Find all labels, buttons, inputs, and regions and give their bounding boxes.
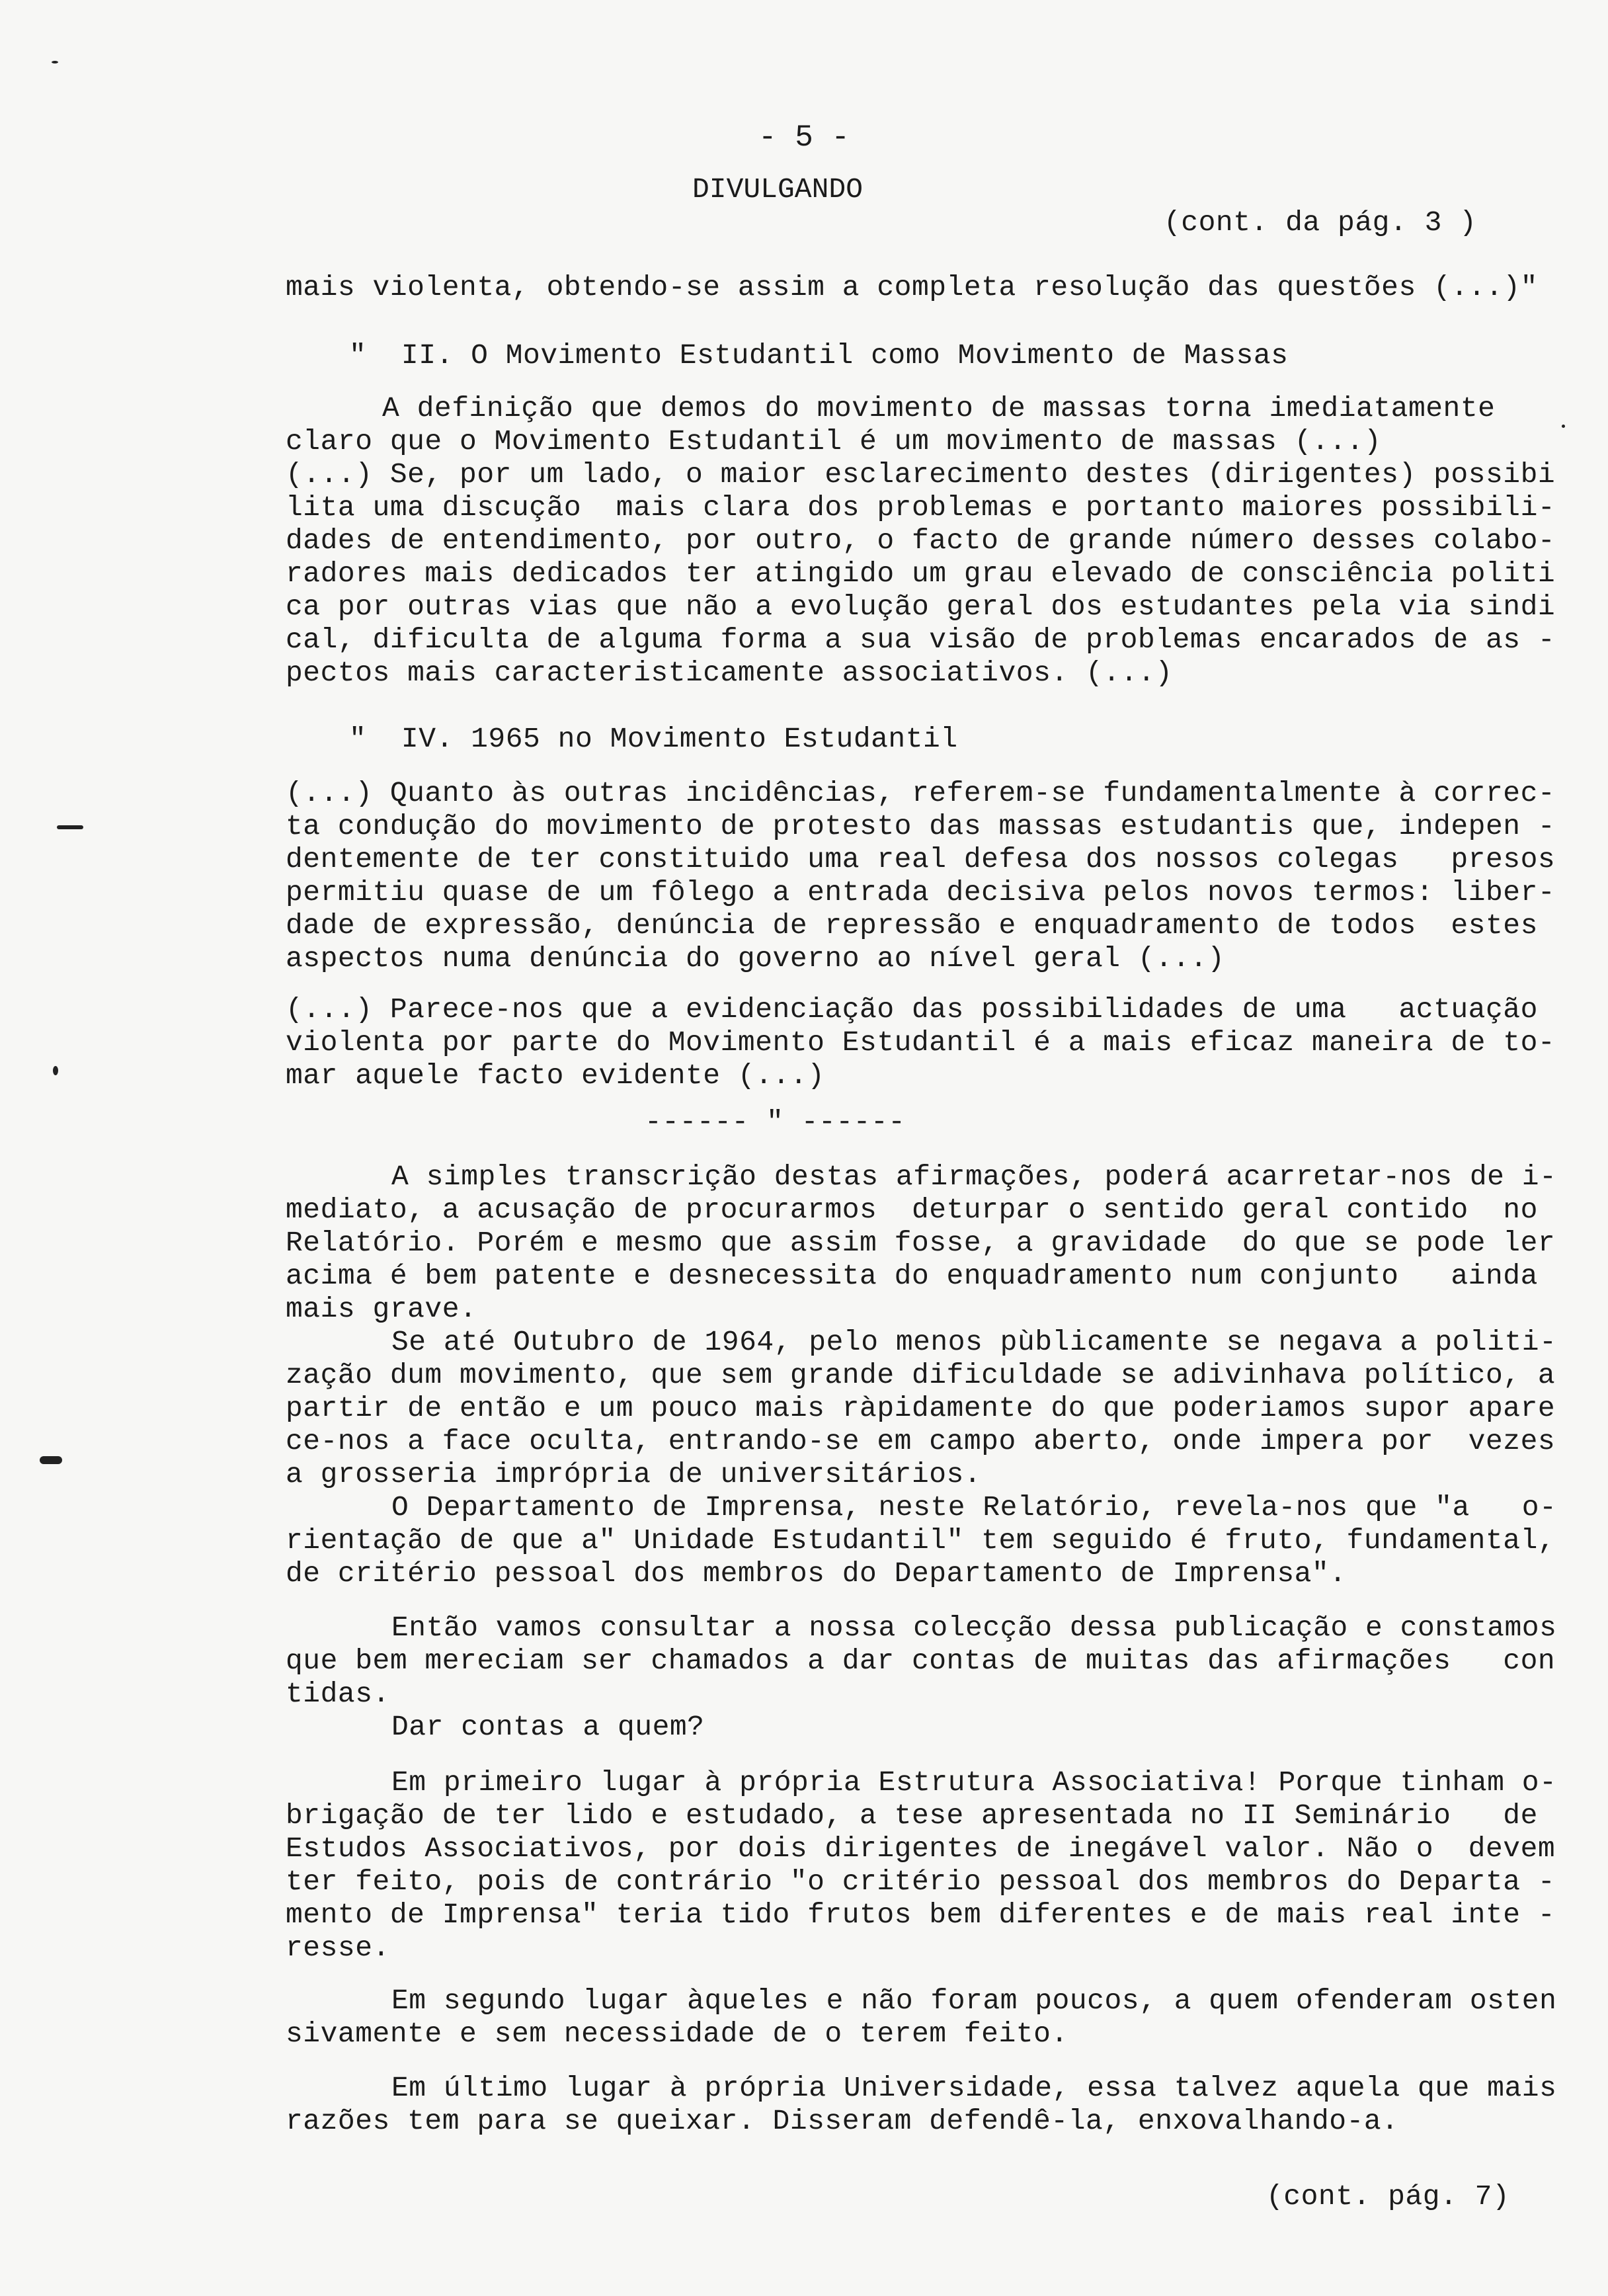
section-heading: " IV. 1965 no Movimento Estudantil [349, 723, 958, 755]
text-line: rientação de que a" Unidade Estudantil" tem seguido é fruto, fundamental, [286, 1524, 1556, 1557]
scan-speck [57, 825, 83, 829]
text-line: razões tem para se queixar. Disseram defendê-la, enxovalhando-a. [286, 2105, 1399, 2137]
section-title: DIVULGANDO [692, 173, 864, 206]
text-line: mento de Imprensa" teria tido frutos bem diferentes e de mais real inte - [286, 1899, 1556, 1931]
text-line: Em último lugar à própria Universidade, essa talvez aquela que mais [391, 2072, 1557, 2104]
scan-speck [52, 61, 58, 63]
text-line: pectos mais caracteristicamente associativos. (...) [286, 657, 1173, 689]
text-line: cal, dificulta de alguma forma a sua visão de problemas encarados de as - [286, 624, 1556, 656]
text-line: ta condução do movimento de protesto das massas estudantis que, indepen - [286, 810, 1556, 842]
text-line: Então vamos consultar a nossa colecção dessa publicação e constamos [391, 1612, 1557, 1644]
text-line: ca por outras vias que não a evolução geral dos estudantes pela via sindi [286, 591, 1556, 623]
text-line: dade de expressão, denúncia de repressão e enquadramento de todos estes [286, 909, 1538, 942]
text-line: que bem mereciam ser chamados a dar contas de muitas das afirmações con [286, 1645, 1556, 1677]
text-line: ter feito, pois de contrário "o critério pessoal dos membros do Departa - [286, 1866, 1556, 1898]
page-number: - 5 - [758, 120, 850, 155]
text-line: Dar contas a quem? [391, 1711, 705, 1743]
section-heading: " II. O Movimento Estudantil como Movimento de Massas [349, 339, 1289, 372]
text-line: (...) Quanto às outras incidências, referem-se fundamentalmente à correc- [286, 777, 1556, 809]
text-line: O Departamento de Imprensa, neste Relatório, revela-nos que "a o- [391, 1491, 1557, 1524]
separator: ------ " ------ [645, 1106, 906, 1138]
text-line: (...) Parece-nos que a evidenciação das possibilidades de uma actuação [286, 993, 1538, 1026]
text-line: tidas. [286, 1678, 390, 1710]
text-line: mais violenta, obtendo-se assim a completa resolução das questões (...)" [286, 271, 1538, 304]
text-line: zação dum movimento, que sem grande dificuldade se adivinhava político, a [286, 1359, 1556, 1391]
text-line: sivamente e sem necessidade de o terem feito. [286, 2018, 1068, 2050]
scan-speck [40, 1456, 62, 1464]
text-line: Se até Outubro de 1964, pelo menos pùblicamente se negava a politi- [391, 1326, 1557, 1358]
text-line: Em segundo lugar àqueles e não foram poucos, a quem ofenderam osten [391, 1985, 1557, 2017]
text-line: dentemente de ter constituido uma real defesa dos nossos colegas presos [286, 843, 1556, 876]
text-line: aspectos numa denúncia do governo ao nível geral (...) [286, 942, 1225, 975]
text-line: A simples transcrição destas afirmações, poderá acarretar-nos de i- [391, 1161, 1557, 1193]
continued-from-note: (cont. da pág. 3 ) [1164, 206, 1477, 239]
text-line: Em primeiro lugar à própria Estrutura Associativa! Porque tinham o- [391, 1766, 1557, 1799]
text-line: Estudos Associativos, por dois dirigentes de inegável valor. Não o devem [286, 1832, 1556, 1865]
text-line: partir de então e um pouco mais ràpidamente do que poderiamos supor apare [286, 1392, 1556, 1424]
text-line: mais grave. [286, 1293, 477, 1325]
text-line: Relatório. Porém e mesmo que assim fosse, a gravidade do que se pode ler [286, 1227, 1556, 1259]
scan-speck [53, 1066, 58, 1075]
text-line: a grosseria imprópria de universitários. [286, 1458, 982, 1491]
text-line: permitiu quase de um fôlego a entrada decisiva pelos novos termos: liber- [286, 876, 1556, 909]
text-line: resse. [286, 1932, 390, 1964]
text-line: brigação de ter lido e estudado, a tese apresentada no II Seminário de [286, 1799, 1538, 1832]
scan-speck [1562, 425, 1565, 428]
continued-to-note: (cont. pág. 7) [1266, 2180, 1510, 2213]
text-line: de critério pessoal dos membros do Departamento de Imprensa". [286, 1557, 1347, 1590]
text-line: acima é bem patente e desnecessita do enquadramento num conjunto ainda [286, 1260, 1538, 1292]
text-line: claro que o Movimento Estudantil é um movimento de massas (...) [286, 425, 1382, 458]
text-line: lita uma discução mais clara dos problemas e portanto maiores possibili- [286, 491, 1556, 524]
text-line: ce-nos a face oculta, entrando-se em campo aberto, onde impera por vezes [286, 1425, 1556, 1457]
text-line: dades de entendimento, por outro, o facto de grande número desses colabo- [286, 524, 1556, 557]
text-line: radores mais dedicados ter atingido um grau elevado de consciência politi [286, 557, 1556, 590]
text-line: violenta por parte do Movimento Estudantil é a mais eficaz maneira de to- [286, 1026, 1556, 1059]
text-line: mar aquele facto evidente (...) [286, 1059, 825, 1092]
text-line: mediato, a acusação de procurarmos deturpar o sentido geral contido no [286, 1194, 1538, 1226]
text-line: (...) Se, por um lado, o maior esclarecimento destes (dirigentes) possibi [286, 458, 1556, 491]
text-line: A definição que demos do movimento de massas torna imediatamente [382, 392, 1496, 425]
